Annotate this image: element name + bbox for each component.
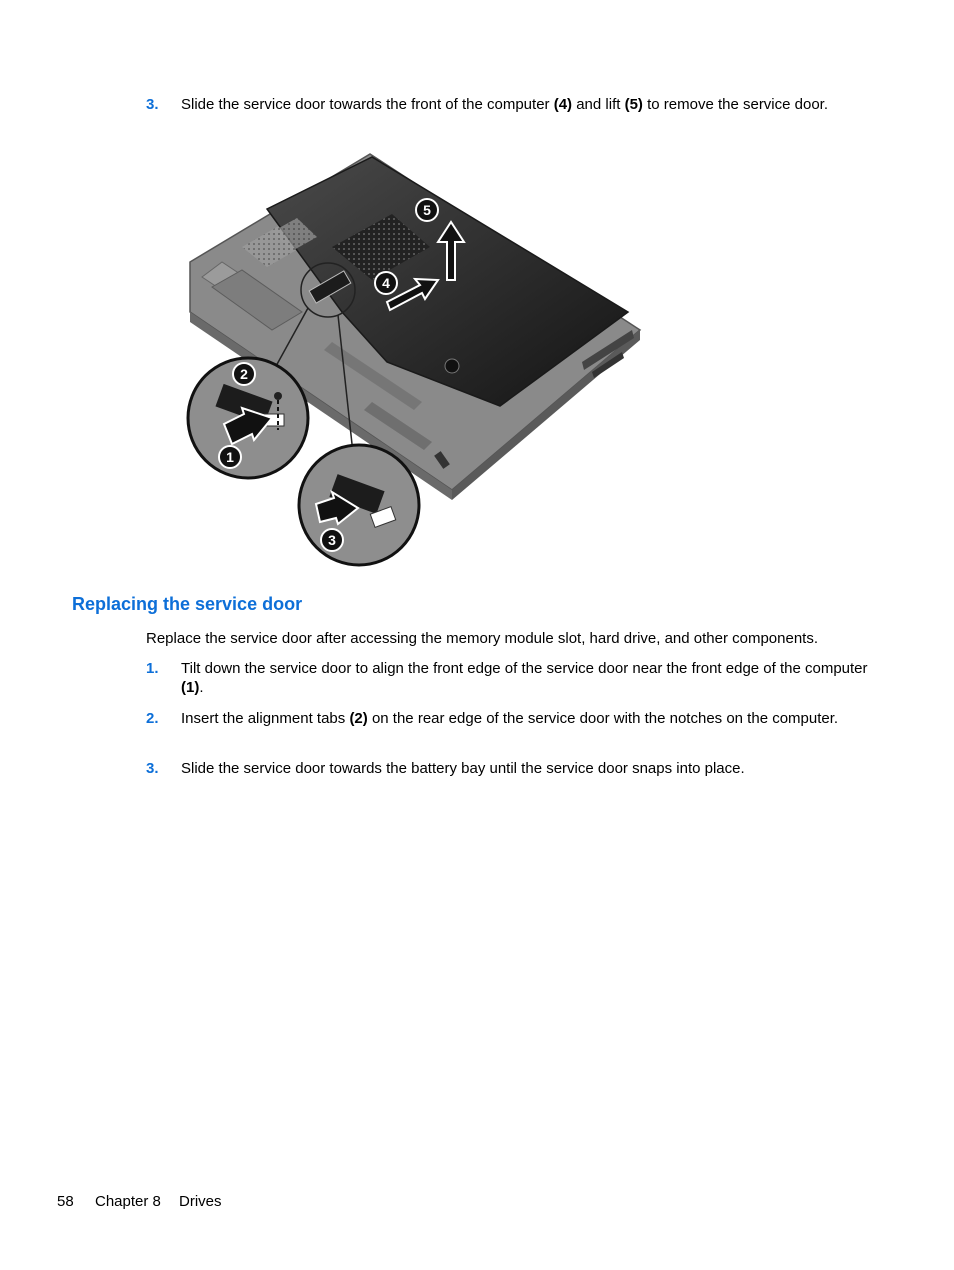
footer-title: Drives	[179, 1193, 222, 1210]
footer-chapter: Chapter 8	[95, 1193, 161, 1210]
callout-2	[233, 363, 255, 385]
svg-text:5: 5	[423, 202, 431, 218]
detail-circle-left	[188, 358, 308, 478]
step-number: 2.	[146, 710, 159, 727]
callout-4	[375, 272, 397, 294]
step-text: Slide the service door towards the battery bay until the service door snaps into place.	[181, 760, 745, 777]
step-text: Slide the service door towards the front of the computer (4) and lift (5) to remove the service door.	[181, 96, 829, 113]
step-text: Tilt down the service door to align the front edge of the service door near the front edge of the computer (1).	[181, 660, 868, 696]
detail-circle-bottom	[299, 445, 419, 565]
service-door-illustration	[182, 152, 642, 570]
step-number: 3.	[146, 96, 159, 113]
callout-5	[416, 199, 438, 221]
intro-paragraph: Replace the service door after accessing the memory module slot, hard drive, and other components.	[146, 630, 819, 647]
svg-text:3: 3	[328, 532, 336, 548]
callout-1	[219, 446, 241, 468]
page-number: 58	[57, 1193, 74, 1210]
step-number: 3.	[146, 760, 159, 777]
callout-3	[321, 529, 343, 551]
svg-text:4: 4	[382, 275, 390, 291]
svg-text:1: 1	[226, 449, 234, 465]
step-text: Insert the alignment tabs (2) on the rear edge of the service door with the notches on the computer.	[181, 710, 839, 727]
step-number: 1.	[146, 660, 159, 677]
svg-text:2: 2	[240, 366, 248, 382]
section-heading: Replacing the service door	[72, 594, 303, 614]
